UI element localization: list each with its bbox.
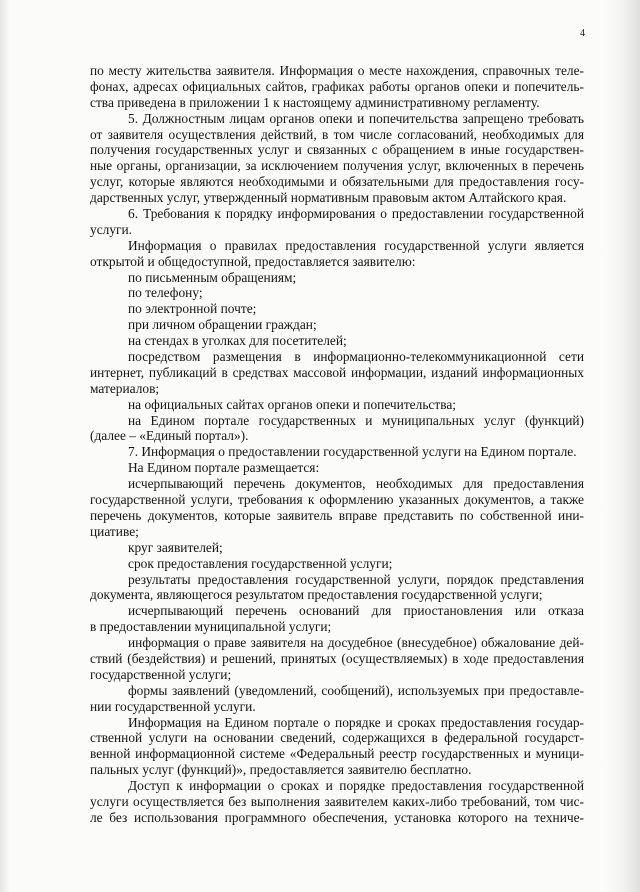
text-line: дарственных услуг, утвержденный нормативным правовым актом Алтайского края. [90,190,567,206]
text-line: услуги. [90,221,133,237]
text-line: ствий (бездействия) и решений, принятых (осуществляемых) в ходе предоставления [90,650,584,666]
text-line: государственной услуги; [90,666,232,682]
scan-shadow-right [606,0,640,892]
text-line: формы заявлений (уведомлений, сообщений), используемых при предоставле- [128,682,584,698]
text-line: результаты предоставления государственной услуги, порядок представления [128,571,584,587]
text-line: услуг, которые являются необходимыми и обязательными для предоставления госу- [90,174,584,190]
document-body [90,63,584,826]
text-line: ства приведена в приложении 1 к настоящему административному регламенту. [90,94,540,110]
text-line: 6. Требования к порядку информирования о предоставлении государственной [128,206,584,222]
text-line: в предоставлении муниципальной услуги; [90,619,332,635]
text-line: циативе; [90,523,139,539]
text-line: На Едином портале размещается: [128,460,320,476]
text-line: 7. Информация о предоставлении государственной услуги на Едином портале. [128,444,577,460]
text-line: получения государственных услуг и связанных с обращением в иные государствен- [90,142,584,158]
text-line: на Едином портале государственных и муниципальных услуг (функций) [128,412,584,428]
text-line: по письменным обращениям; [128,269,297,285]
text-line: открытой и общедоступной, предоставляется заявителю: [90,253,416,269]
text-line: материалов; [90,380,160,396]
text-line: пальных услуг (функций)», предоставляется заявителю бесплатно. [90,762,472,778]
text-line: на стендах в уголках для посетителей; [128,333,347,349]
text-line: перечень документов, которые заявитель вправе представить по собственной ини- [90,507,584,523]
text-line: исчерпывающий перечень документов, необходимых для предоставления [128,476,584,492]
text-line: при личном обращении граждан; [128,317,317,333]
text-line: Доступ к информации о сроках и порядке предоставления государственной [128,778,584,794]
text-line: ные органы, организации, за исключением получения услуг, включенных в перечень [90,158,584,174]
text-line: ственной услуги на основании сведений, содержащихся в федеральной государст- [90,730,584,746]
text-line: срок предоставления государственной услуги; [128,555,393,571]
text-line: на официальных сайтах органов опеки и попечительства; [128,396,457,412]
page-number: 4 [580,28,585,39]
text-line: исчерпывающий перечень оснований для приостановления или отказа [128,603,584,619]
text-line: документа, являющегося результатом предоставления государственной услуги; [90,587,543,603]
text-line: информация о праве заявителя на досудебное (внесудебное) обжалование дей- [128,635,584,651]
text-line: Информация о правилах предоставления государственной услуги является [128,237,584,253]
text-line: (далее – «Единый портал»). [90,428,249,444]
text-line: нии государственной услуги. [90,698,256,714]
text-line: венной информационной системе «Федеральный реестр государственных и муници- [90,746,584,762]
text-line: по месту жительства заявителя. Информация о месте нахождения, справочных теле- [90,63,584,78]
text-line: посредством размещения в информационно-телекоммуникационной сети [128,349,584,365]
text-line: по телефону; [128,285,203,301]
scan-shadow-left [0,0,10,892]
text-line: круг заявителей; [128,539,223,555]
text-line: услуги осуществляется без выполнения заявителем каких-либо требований, том чис- [90,793,584,809]
text-line: 5. Должностным лицам органов опеки и попечительства запрещено требовать [128,110,584,126]
text-line: фонах, адресах официальных сайтов, графиках работы органов опеки и попечитель- [90,78,584,94]
text-line: по электронной почте; [128,301,257,317]
text-line: Информация на Едином портале о порядке и сроках предоставления государ- [128,714,584,730]
text-line: интернет, публикаций в средствах массовой информации, изданий информационных [90,364,584,380]
text-line: от заявителя осуществления действий, в том числе согласований, необходимых для [90,126,584,142]
text-line: ле без использования программного обеспечения, установка которого на техниче- [90,809,584,825]
text-line: государственной услуги, требования к оформлению указанных документов, а также [90,492,584,508]
